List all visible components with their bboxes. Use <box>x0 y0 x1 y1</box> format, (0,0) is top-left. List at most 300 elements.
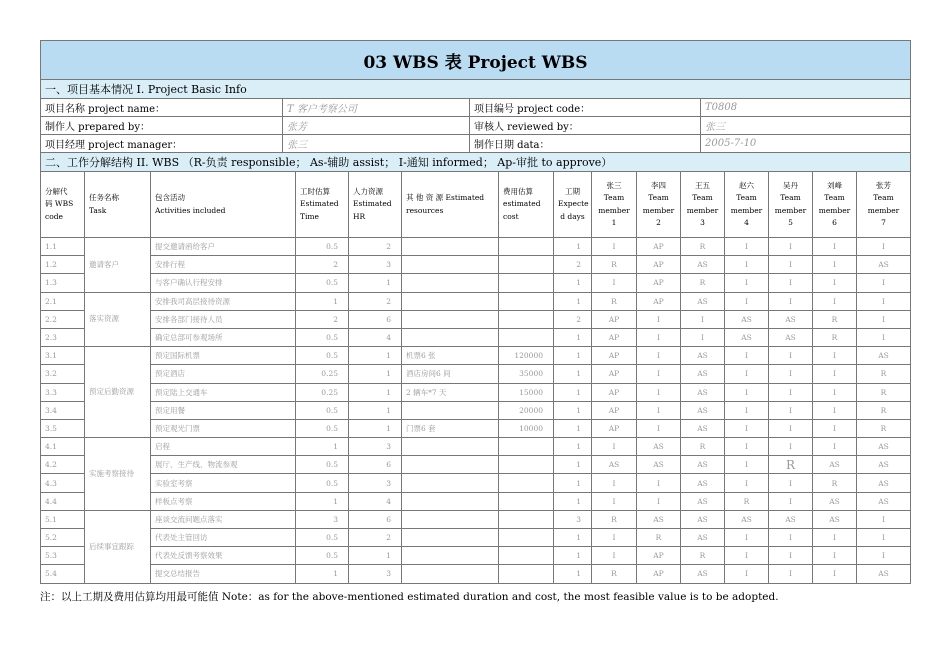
member-role: I <box>592 474 637 492</box>
wbs-code: 4.4 <box>41 492 85 510</box>
expected-days: 1 <box>554 238 592 256</box>
estimated-time: 3 <box>296 510 349 528</box>
member-role: I <box>769 492 813 510</box>
other-resources <box>402 238 499 256</box>
expected-days: 1 <box>554 456 592 474</box>
member-role: I <box>769 401 813 419</box>
member-role: R <box>857 419 911 437</box>
member-role: I <box>857 274 911 292</box>
header-line: Time <box>300 211 319 221</box>
column-header-time <box>296 172 349 238</box>
table-row <box>41 238 911 256</box>
member-role: I <box>725 383 769 401</box>
activity: 确定总部可参观场所 <box>151 328 296 346</box>
column-header-member-1 <box>592 172 637 238</box>
header-line: Team <box>648 193 669 202</box>
wbs-code: 2.1 <box>41 292 85 310</box>
member-role: AP <box>592 328 637 346</box>
estimated-time: 0.5 <box>296 328 349 346</box>
member-role: AS <box>769 510 813 528</box>
header-line: 张芳 <box>876 180 891 190</box>
member-role: I <box>637 328 681 346</box>
expected-days: 2 <box>554 310 592 328</box>
activity: 预定国际机票 <box>151 347 296 365</box>
wbs-code: 3.2 <box>41 365 85 383</box>
table-row <box>41 310 911 328</box>
header-line: 工时估算 <box>300 186 330 196</box>
member-role: I <box>813 238 857 256</box>
column-header-resources <box>402 172 499 238</box>
expected-days: 1 <box>554 292 592 310</box>
activity: 提交邀请函给客户 <box>151 238 296 256</box>
member-role: AP <box>592 365 637 383</box>
member-role: AP <box>592 383 637 401</box>
table-row <box>41 274 911 292</box>
task-name: 后续事宜跟踪 <box>85 510 151 583</box>
activity: 提交总结报告 <box>151 565 296 583</box>
header-line: 赵六 <box>739 180 754 190</box>
member-role: AS <box>681 347 725 365</box>
member-role: I <box>769 347 813 365</box>
table-row <box>41 565 911 583</box>
other-resources <box>402 256 499 274</box>
estimated-time: 0.5 <box>296 474 349 492</box>
footnote: 注：以上工期及费用估算均用最可能值 Note：as for the above-mentioned estimated duration and cost, the most feasible value is to be adopted. <box>40 591 779 603</box>
header-line: 李四 <box>651 180 666 190</box>
estimated-hr: 1 <box>349 383 402 401</box>
expected-days: 3 <box>554 510 592 528</box>
activity: 安排行程 <box>151 256 296 274</box>
member-role: AS <box>681 401 725 419</box>
member-role: I <box>637 492 681 510</box>
wbs-heading: 二、工作分解结构 II. WBS （R-负责 responsible； As-辅助 assist； I-通知 informed； Ap-审批 to approve） <box>41 153 911 172</box>
member-role: AS <box>681 292 725 310</box>
member-role: I <box>637 310 681 328</box>
expected-days: 1 <box>554 492 592 510</box>
member-role: I <box>592 274 637 292</box>
member-role: AP <box>637 292 681 310</box>
other-resources: 机票6 张 <box>402 347 499 365</box>
activity: 座谈交流问题点落实 <box>151 510 296 528</box>
estimated-hr: 2 <box>349 529 402 547</box>
table-row <box>41 547 911 565</box>
member-role: I <box>725 456 769 474</box>
estimated-cost: 35000 <box>499 365 554 383</box>
header-line: Team <box>824 193 845 202</box>
wbs-code: 2.2 <box>41 310 85 328</box>
member-role: AP <box>592 347 637 365</box>
info-label: 项目名称 project name： <box>41 99 283 117</box>
activity: 代表处主管回访 <box>151 529 296 547</box>
estimated-hr: 3 <box>349 438 402 456</box>
estimated-hr: 1 <box>349 347 402 365</box>
info-row <box>41 99 911 117</box>
header-line: Estimated <box>300 199 339 209</box>
member-role: I <box>769 529 813 547</box>
member-role: I <box>813 438 857 456</box>
page-title: 03 WBS 表 Project WBS <box>41 41 911 80</box>
expected-days: 1 <box>554 347 592 365</box>
task-name: 实施考察接待 <box>85 438 151 511</box>
header-line: Expecte <box>558 199 589 209</box>
activity: 展厅、生产线、物流参观 <box>151 456 296 474</box>
member-role: I <box>813 383 857 401</box>
header-line: 1 <box>611 218 617 227</box>
header-line: Activities included <box>155 205 226 215</box>
member-role: R <box>592 292 637 310</box>
other-resources <box>402 492 499 510</box>
estimated-cost <box>499 565 554 583</box>
expected-days: 1 <box>554 438 592 456</box>
member-role: I <box>769 419 813 437</box>
column-header-member-6 <box>813 172 857 238</box>
member-role: AP <box>637 274 681 292</box>
estimated-hr: 2 <box>349 238 402 256</box>
estimated-time: 0.25 <box>296 383 349 401</box>
header-line: 3 <box>700 218 705 227</box>
column-header-task <box>85 172 151 238</box>
member-role: AS <box>681 419 725 437</box>
member-role: R <box>592 565 637 583</box>
estimated-cost: 15000 <box>499 383 554 401</box>
member-role: I <box>813 256 857 274</box>
header-line: Task <box>89 205 107 215</box>
member-role: AS <box>681 383 725 401</box>
estimated-cost <box>499 328 554 346</box>
column-header-days <box>554 172 592 238</box>
wbs-code: 5.4 <box>41 565 85 583</box>
expected-days: 1 <box>554 547 592 565</box>
member-role: I <box>725 565 769 583</box>
member-role: I <box>637 474 681 492</box>
member-role: I <box>813 274 857 292</box>
info-label: 制作日期 data： <box>470 135 701 153</box>
estimated-time: 2 <box>296 310 349 328</box>
estimated-cost <box>499 492 554 510</box>
info-label: 制作人 prepared by： <box>41 117 283 135</box>
header-line: member <box>818 205 851 215</box>
expected-days: 1 <box>554 365 592 383</box>
member-role: AS <box>857 256 911 274</box>
table-row <box>41 438 911 456</box>
header-line: 人力资源 <box>353 186 383 196</box>
estimated-time: 0.5 <box>296 401 349 419</box>
member-role: AS <box>681 529 725 547</box>
info-label: 审核人 reviewed by： <box>470 117 701 135</box>
wbs-code: 3.1 <box>41 347 85 365</box>
header-line: 包含活动 <box>155 193 185 202</box>
member-role: I <box>813 565 857 583</box>
estimated-time: 1 <box>296 292 349 310</box>
member-role: I <box>681 328 725 346</box>
member-role: I <box>725 274 769 292</box>
expected-days: 1 <box>554 401 592 419</box>
member-role: I <box>725 292 769 310</box>
member-role: I <box>725 347 769 365</box>
header-line: 2 <box>656 218 661 227</box>
header-line: 任务名称 <box>89 193 119 202</box>
member-role: AP <box>637 256 681 274</box>
member-role: AS <box>637 438 681 456</box>
wbs-code: 1.1 <box>41 238 85 256</box>
member-role: R <box>681 238 725 256</box>
member-role: I <box>637 419 681 437</box>
member-role: AS <box>681 565 725 583</box>
info-row <box>41 135 911 153</box>
member-role: I <box>592 529 637 547</box>
wbs-code: 5.2 <box>41 529 85 547</box>
member-role: AP <box>592 310 637 328</box>
estimated-time: 0.5 <box>296 529 349 547</box>
member-role: I <box>637 365 681 383</box>
member-role: I <box>592 492 637 510</box>
member-role: R <box>813 310 857 328</box>
wbs-code: 1.3 <box>41 274 85 292</box>
estimated-hr: 1 <box>349 365 402 383</box>
estimated-time: 0.25 <box>296 365 349 383</box>
estimated-cost <box>499 292 554 310</box>
other-resources <box>402 510 499 528</box>
info-label: 项目编号 project code： <box>470 99 701 117</box>
header-line: 分解代 <box>45 186 68 196</box>
member-role: I <box>592 438 637 456</box>
header-line: 码 WBS <box>45 199 74 209</box>
member-role: I <box>857 328 911 346</box>
column-header-member-7 <box>857 172 911 238</box>
other-resources <box>402 565 499 583</box>
estimated-cost <box>499 238 554 256</box>
expected-days: 2 <box>554 256 592 274</box>
header-line: 王五 <box>695 180 710 190</box>
info-value: 张三 <box>701 117 911 135</box>
other-resources <box>402 310 499 328</box>
estimated-hr: 1 <box>349 547 402 565</box>
table-row <box>41 474 911 492</box>
header-line: 张三 <box>606 180 622 190</box>
estimated-time: 1 <box>296 565 349 583</box>
estimated-hr: 1 <box>349 419 402 437</box>
estimated-cost: 120000 <box>499 347 554 365</box>
info-label: 项目经理 project manager： <box>41 135 283 153</box>
header-line: Team <box>603 193 625 202</box>
info-value: 2005-7-10 <box>701 135 911 153</box>
member-role: I <box>813 365 857 383</box>
column-header-cost <box>499 172 554 238</box>
estimated-time: 1 <box>296 492 349 510</box>
activity: 启程 <box>151 438 296 456</box>
header-line: Team <box>736 193 757 202</box>
header-line: 4 <box>744 218 749 227</box>
member-role: I <box>637 383 681 401</box>
member-role: I <box>725 401 769 419</box>
header-line: Team <box>692 193 713 202</box>
estimated-cost <box>499 529 554 547</box>
member-role: AS <box>813 510 857 528</box>
table-row <box>41 256 911 274</box>
activity: 预定酒店 <box>151 365 296 383</box>
task-name: 落实资源 <box>85 292 151 347</box>
member-role: I <box>681 310 725 328</box>
column-header-activities <box>151 172 296 238</box>
member-role: I <box>769 256 813 274</box>
header-line: member <box>642 205 675 215</box>
estimated-hr: 1 <box>349 274 402 292</box>
member-role: I <box>813 292 857 310</box>
estimated-cost <box>499 438 554 456</box>
member-role: R <box>857 383 911 401</box>
member-role: I <box>637 347 681 365</box>
member-role: AS <box>681 256 725 274</box>
expected-days: 1 <box>554 565 592 583</box>
member-role: I <box>592 547 637 565</box>
header-line: estimated <box>503 199 541 209</box>
wbs-document <box>40 40 910 584</box>
member-role: I <box>725 438 769 456</box>
header-line: 5 <box>788 218 793 227</box>
member-role: I <box>769 274 813 292</box>
member-role: AS <box>681 510 725 528</box>
activity: 预定陆上交通车 <box>151 383 296 401</box>
header-line: cost <box>503 211 519 221</box>
header-line: 其 他 资 源 Estimated <box>406 193 485 202</box>
member-role: I <box>857 310 911 328</box>
wbs-code: 5.3 <box>41 547 85 565</box>
estimated-hr: 3 <box>349 256 402 274</box>
table-row <box>41 347 911 365</box>
member-role: I <box>813 547 857 565</box>
member-role: AS <box>857 347 911 365</box>
member-role: AP <box>637 547 681 565</box>
member-role: I <box>637 401 681 419</box>
member-role: I <box>769 365 813 383</box>
activity: 预定观光门票 <box>151 419 296 437</box>
member-role: AS <box>637 510 681 528</box>
estimated-cost <box>499 456 554 474</box>
member-role: AS <box>592 456 637 474</box>
other-resources <box>402 456 499 474</box>
wbs-code: 5.1 <box>41 510 85 528</box>
column-header-member-4 <box>725 172 769 238</box>
member-role: AS <box>857 492 911 510</box>
expected-days: 1 <box>554 529 592 547</box>
estimated-hr: 3 <box>349 565 402 583</box>
other-resources: 2 辆车*7 天 <box>402 383 499 401</box>
header-line: resources <box>406 205 444 215</box>
member-role: I <box>592 238 637 256</box>
info-value: 张芳 <box>283 117 470 135</box>
member-role: AS <box>681 474 725 492</box>
table-row <box>41 292 911 310</box>
member-role: I <box>725 256 769 274</box>
estimated-cost <box>499 274 554 292</box>
other-resources <box>402 274 499 292</box>
member-role: AP <box>592 419 637 437</box>
estimated-hr: 4 <box>349 328 402 346</box>
task-name: 邀请客户 <box>85 238 151 293</box>
member-role: R <box>592 256 637 274</box>
member-role: I <box>769 292 813 310</box>
column-header-hr <box>349 172 402 238</box>
wbs-code: 2.3 <box>41 328 85 346</box>
table-row <box>41 383 911 401</box>
other-resources: 门票6 套 <box>402 419 499 437</box>
header-line: 吴丹 <box>783 180 798 190</box>
wbs-code: 3.3 <box>41 383 85 401</box>
member-role: I <box>769 547 813 565</box>
wbs-code: 1.2 <box>41 256 85 274</box>
member-role: AS <box>813 492 857 510</box>
info-row <box>41 117 911 135</box>
member-role: I <box>813 529 857 547</box>
estimated-time: 1 <box>296 438 349 456</box>
member-role: AS <box>681 492 725 510</box>
member-role: AS <box>769 310 813 328</box>
member-role: I <box>857 529 911 547</box>
estimated-time: 0.5 <box>296 456 349 474</box>
header-line: 刘峰 <box>827 180 842 190</box>
member-role: I <box>769 438 813 456</box>
expected-days: 1 <box>554 328 592 346</box>
table-row <box>41 529 911 547</box>
header-line: code <box>45 211 63 221</box>
estimated-cost: 20000 <box>499 401 554 419</box>
member-role: AS <box>857 565 911 583</box>
estimated-hr: 3 <box>349 474 402 492</box>
other-resources: 酒店房间6 间 <box>402 365 499 383</box>
member-role: AS <box>769 328 813 346</box>
member-role: AS <box>725 328 769 346</box>
member-role: I <box>725 474 769 492</box>
info-value: 张三 <box>283 135 470 153</box>
member-role: R <box>592 510 637 528</box>
header-line: member <box>598 205 630 215</box>
wbs-table <box>40 171 911 584</box>
activity: 样板点考察 <box>151 492 296 510</box>
estimated-cost <box>499 510 554 528</box>
header-line: HR <box>353 211 366 221</box>
estimated-time: 0.5 <box>296 347 349 365</box>
member-role: I <box>725 547 769 565</box>
member-role: R <box>681 547 725 565</box>
estimated-hr: 4 <box>349 492 402 510</box>
member-role: I <box>857 510 911 528</box>
member-role: AS <box>857 456 911 474</box>
member-role: I <box>813 401 857 419</box>
task-name: 预定后勤资源 <box>85 347 151 438</box>
member-role: I <box>857 547 911 565</box>
member-role: AS <box>857 474 911 492</box>
estimated-cost <box>499 310 554 328</box>
column-header-row <box>41 172 911 238</box>
table-row <box>41 401 911 419</box>
activity: 预定用餐 <box>151 401 296 419</box>
estimated-hr: 6 <box>349 510 402 528</box>
estimated-time: 0.5 <box>296 238 349 256</box>
other-resources <box>402 401 499 419</box>
member-role: R <box>725 492 769 510</box>
header-line: Estimated <box>353 199 392 209</box>
member-role: AS <box>725 310 769 328</box>
member-role: AS <box>637 456 681 474</box>
member-role: AP <box>592 401 637 419</box>
header-table <box>40 40 911 172</box>
estimated-hr: 6 <box>349 456 402 474</box>
header-line: member <box>774 205 807 215</box>
table-row <box>41 419 911 437</box>
member-role: AP <box>637 565 681 583</box>
member-role: AS <box>681 456 725 474</box>
activity: 安排我司高层接待资源 <box>151 292 296 310</box>
